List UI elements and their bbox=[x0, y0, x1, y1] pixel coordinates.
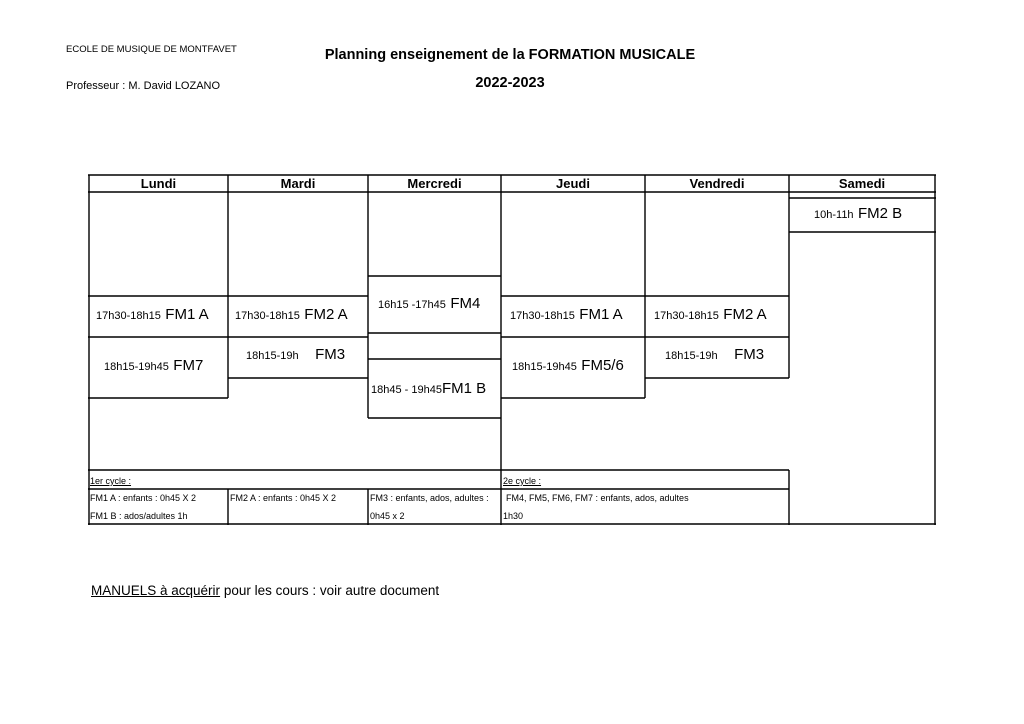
manuals-note bbox=[91, 583, 439, 598]
slot-class: FM5/6 bbox=[581, 357, 624, 374]
school-year: 2022-2023 bbox=[475, 75, 545, 91]
teacher-name: Professeur : M. David LOZANO bbox=[66, 80, 221, 92]
legend-cycle2-title: 2e cycle : bbox=[503, 476, 542, 486]
slot-class: FM2 B bbox=[858, 205, 903, 222]
day-header-mercredi: Mercredi bbox=[407, 176, 462, 191]
slot-class: FM1 A bbox=[579, 306, 623, 323]
day-header-lundi: Lundi bbox=[140, 176, 177, 191]
slot-time: 17h30-18h15 bbox=[510, 310, 575, 322]
slot-class: FM2 A bbox=[304, 306, 348, 323]
day-header-mardi: Mardi bbox=[280, 176, 316, 191]
slot-class: FM1 A bbox=[165, 306, 209, 323]
legend-cycle2-classes: FM4, FM5, FM6, FM7 : enfants, ados, adultes bbox=[506, 493, 689, 503]
slot-time: 18h15-19h45 bbox=[512, 361, 577, 373]
slot-lundi-1 bbox=[96, 306, 209, 324]
slot-time: 18h15-19h45 bbox=[104, 361, 169, 373]
slot-vendredi-2 bbox=[665, 346, 764, 364]
slot-jeudi-2 bbox=[512, 357, 624, 375]
legend-fm2a: FM2 A : enfants : 0h45 X 2 bbox=[230, 493, 337, 503]
school-name: ECOLE DE MUSIQUE DE MONTFAVET bbox=[66, 44, 237, 55]
slot-class: FM3 bbox=[315, 346, 346, 363]
slot-samedi-1 bbox=[814, 205, 902, 223]
slot-time: 10h-11h bbox=[814, 209, 854, 221]
slot-mardi-2 bbox=[246, 346, 345, 364]
manuals-note-text: pour les cours : voir autre document bbox=[220, 583, 440, 598]
legend-cycle1-title: 1er cycle : bbox=[90, 476, 132, 486]
slot-class: FM7 bbox=[173, 357, 204, 374]
document-title: Planning enseignement de la FORMATION MUSICALE bbox=[324, 47, 696, 63]
slot-time: 17h30-18h15 bbox=[654, 310, 719, 322]
slot-vendredi-1 bbox=[654, 306, 767, 324]
legend-cycle2-duration: 1h30 bbox=[503, 511, 524, 521]
day-header-vendredi: Vendredi bbox=[689, 176, 745, 191]
schedule-grid-lines bbox=[88, 174, 936, 526]
slot-lundi-2 bbox=[104, 357, 203, 375]
slot-mardi-1 bbox=[235, 306, 348, 324]
slot-jeudi-1 bbox=[510, 306, 623, 324]
day-header-jeudi: Jeudi bbox=[556, 176, 590, 191]
slot-time: 17h30-18h15 bbox=[235, 310, 300, 322]
legend-fm1a: FM1 A : enfants : 0h45 X 2 bbox=[90, 493, 197, 503]
slot-class: FM1 B bbox=[441, 380, 487, 397]
slot-mercredi-1 bbox=[378, 295, 480, 313]
slot-time: 16h15 -17h45 bbox=[378, 299, 446, 311]
slot-time: 17h30-18h15 bbox=[96, 310, 161, 322]
slot-time: 18h15-19h bbox=[246, 350, 299, 362]
legend-fm1b: FM1 B : ados/adultes 1h bbox=[90, 511, 188, 521]
schedule-table bbox=[88, 174, 936, 525]
slot-class: FM3 bbox=[734, 346, 765, 363]
day-header-samedi: Samedi bbox=[838, 176, 886, 191]
slot-time: 18h15-19h bbox=[665, 350, 718, 362]
slot-class: FM2 A bbox=[723, 306, 767, 323]
slot-class: FM4 bbox=[450, 295, 481, 312]
legend-fm3-duration: 0h45 x 2 bbox=[370, 511, 405, 521]
slot-mercredi-2 bbox=[371, 380, 486, 398]
slot-time: 18h45 - 19h45 bbox=[371, 384, 442, 396]
manuals-note-underlined: MANUELS à acquérir bbox=[91, 583, 221, 598]
legend-fm3: FM3 : enfants, ados, adultes : bbox=[370, 493, 489, 503]
